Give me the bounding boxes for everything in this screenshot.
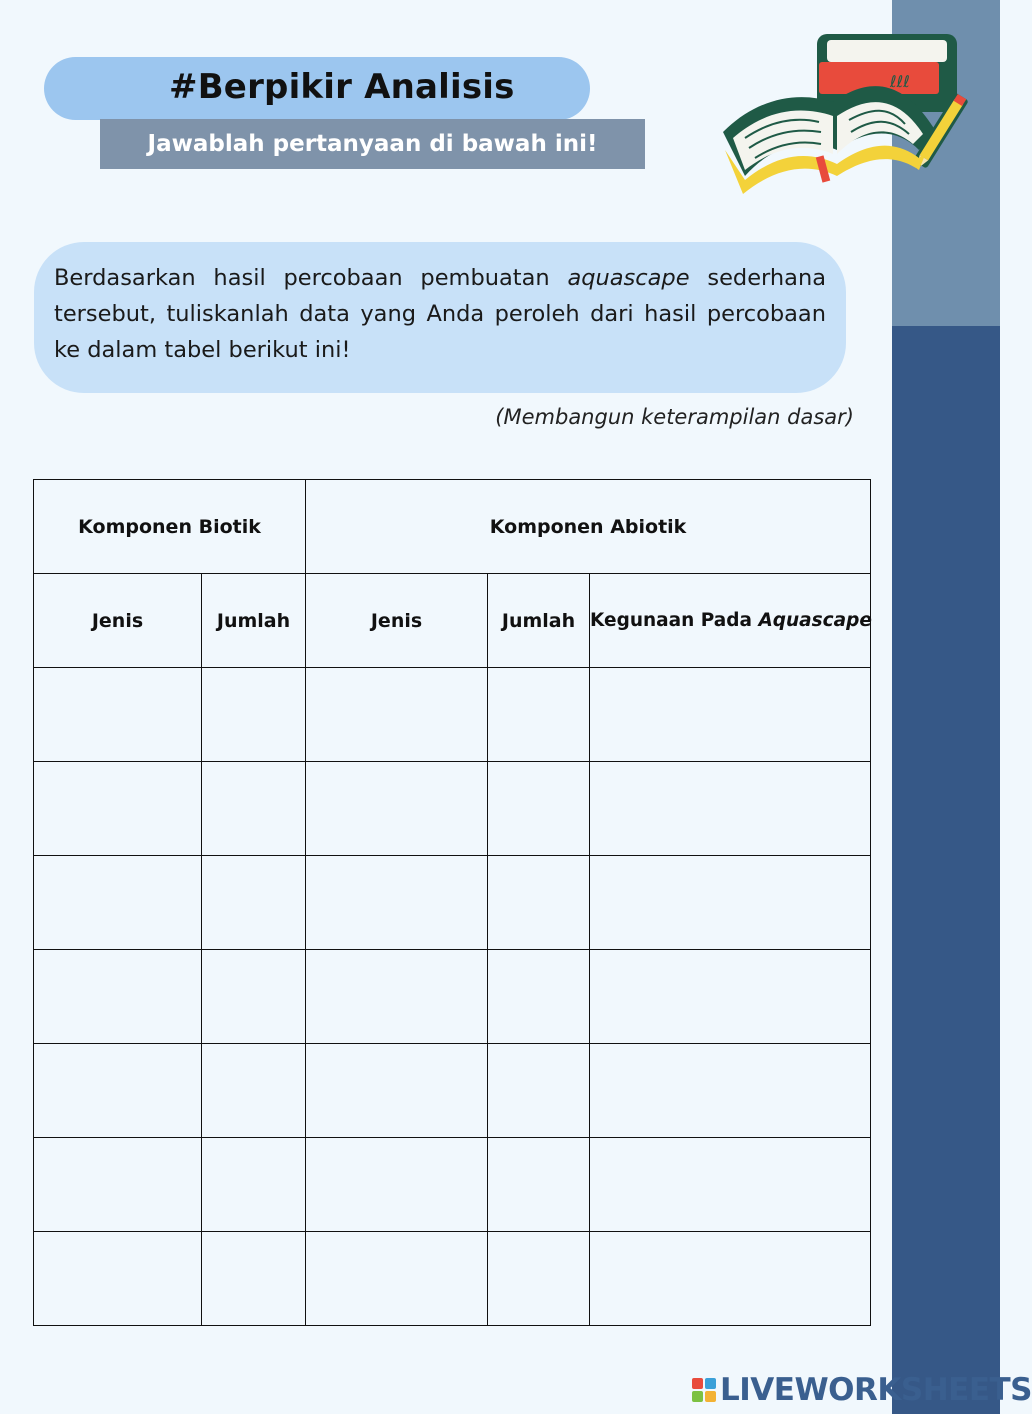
instruction-text-part2: sederhana tersebut, tuliskanlah data yang Anda peroleh dari hasil percobaan ke dalam tabel berikut ini! — [54, 265, 826, 363]
answer-cell-kegunaan[interactable] — [590, 856, 871, 950]
answer-cell-kegunaan[interactable] — [590, 1138, 871, 1232]
table-row — [34, 762, 871, 856]
side-strip-bottom — [892, 326, 1000, 1414]
answer-cell-biotik-jumlah[interactable] — [202, 1232, 306, 1326]
answer-cell-kegunaan[interactable] — [590, 762, 871, 856]
table-row — [34, 1044, 871, 1138]
answer-cell-biotik-jenis[interactable] — [34, 762, 202, 856]
answer-cell-abiotik-jenis[interactable] — [306, 856, 488, 950]
answer-cell-biotik-jumlah[interactable] — [202, 950, 306, 1044]
table-group-header-row — [34, 480, 871, 574]
table-row — [34, 1138, 871, 1232]
answer-cell-biotik-jenis[interactable] — [34, 1044, 202, 1138]
header-kegunaan-prefix: Kegunaan Pada — [590, 610, 759, 631]
table-row — [34, 950, 871, 1044]
page-title: #Berpikir Analisis — [169, 67, 515, 107]
table-row — [34, 856, 871, 950]
answer-cell-abiotik-jenis[interactable] — [306, 762, 488, 856]
table-row — [34, 1232, 871, 1326]
header-kegunaan — [590, 574, 871, 668]
header-kegunaan-italic: Aquascape — [758, 610, 872, 631]
books-illustration-icon — [715, 30, 980, 210]
answer-cell-abiotik-jumlah[interactable] — [488, 762, 590, 856]
data-table — [33, 479, 871, 1326]
header-komponen-abiotik: Komponen Abiotik — [306, 480, 871, 574]
table-body — [34, 668, 871, 1326]
header-komponen-biotik: Komponen Biotik — [34, 480, 306, 574]
table-row — [34, 668, 871, 762]
header-biotik-jenis: Jenis — [34, 574, 202, 668]
answer-cell-biotik-jumlah[interactable] — [202, 1044, 306, 1138]
instruction-italic-word: aquascape — [567, 265, 690, 291]
answer-cell-biotik-jenis[interactable] — [34, 856, 202, 950]
answer-cell-biotik-jenis[interactable] — [34, 1232, 202, 1326]
answer-cell-abiotik-jenis[interactable] — [306, 1138, 488, 1232]
answer-cell-abiotik-jumlah[interactable] — [488, 1044, 590, 1138]
answer-cell-kegunaan[interactable] — [590, 668, 871, 762]
answer-cell-abiotik-jumlah[interactable] — [488, 1138, 590, 1232]
title-banner — [44, 57, 590, 120]
answer-cell-kegunaan[interactable] — [590, 1044, 871, 1138]
header-abiotik-jumlah: Jumlah — [488, 574, 590, 668]
liveworksheets-logo-icon — [692, 1378, 716, 1402]
answer-cell-abiotik-jumlah[interactable] — [488, 1232, 590, 1326]
instruction-text-part1: Berdasarkan hasil percobaan pembuatan — [54, 265, 568, 291]
answer-cell-abiotik-jenis[interactable] — [306, 1044, 488, 1138]
answer-cell-abiotik-jenis[interactable] — [306, 668, 488, 762]
liveworksheets-logo-text: LIVEWORKSHEETS — [720, 1372, 1032, 1408]
answer-cell-abiotik-jenis[interactable] — [306, 950, 488, 1044]
answer-cell-abiotik-jenis[interactable] — [306, 1232, 488, 1326]
header-biotik-jumlah: Jumlah — [202, 574, 306, 668]
skill-note: (Membangun keterampilan dasar) — [495, 405, 854, 429]
answer-cell-biotik-jumlah[interactable] — [202, 668, 306, 762]
answer-cell-abiotik-jumlah[interactable] — [488, 668, 590, 762]
answer-cell-abiotik-jumlah[interactable] — [488, 856, 590, 950]
instruction-box — [34, 242, 846, 393]
answer-cell-abiotik-jumlah[interactable] — [488, 950, 590, 1044]
answer-cell-kegunaan[interactable] — [590, 950, 871, 1044]
svg-text:ℓℓℓ: ℓℓℓ — [890, 72, 910, 91]
answer-cell-biotik-jenis[interactable] — [34, 668, 202, 762]
table-column-header-row — [34, 574, 871, 668]
answer-cell-biotik-jenis[interactable] — [34, 1138, 202, 1232]
subtitle-banner: Jawablah pertanyaan di bawah ini! — [100, 119, 645, 169]
answer-cell-biotik-jumlah[interactable] — [202, 856, 306, 950]
answer-cell-biotik-jumlah[interactable] — [202, 762, 306, 856]
answer-cell-kegunaan[interactable] — [590, 1232, 871, 1326]
header-abiotik-jenis: Jenis — [306, 574, 488, 668]
answer-cell-biotik-jenis[interactable] — [34, 950, 202, 1044]
liveworksheets-logo — [692, 1372, 1032, 1408]
answer-cell-biotik-jumlah[interactable] — [202, 1138, 306, 1232]
